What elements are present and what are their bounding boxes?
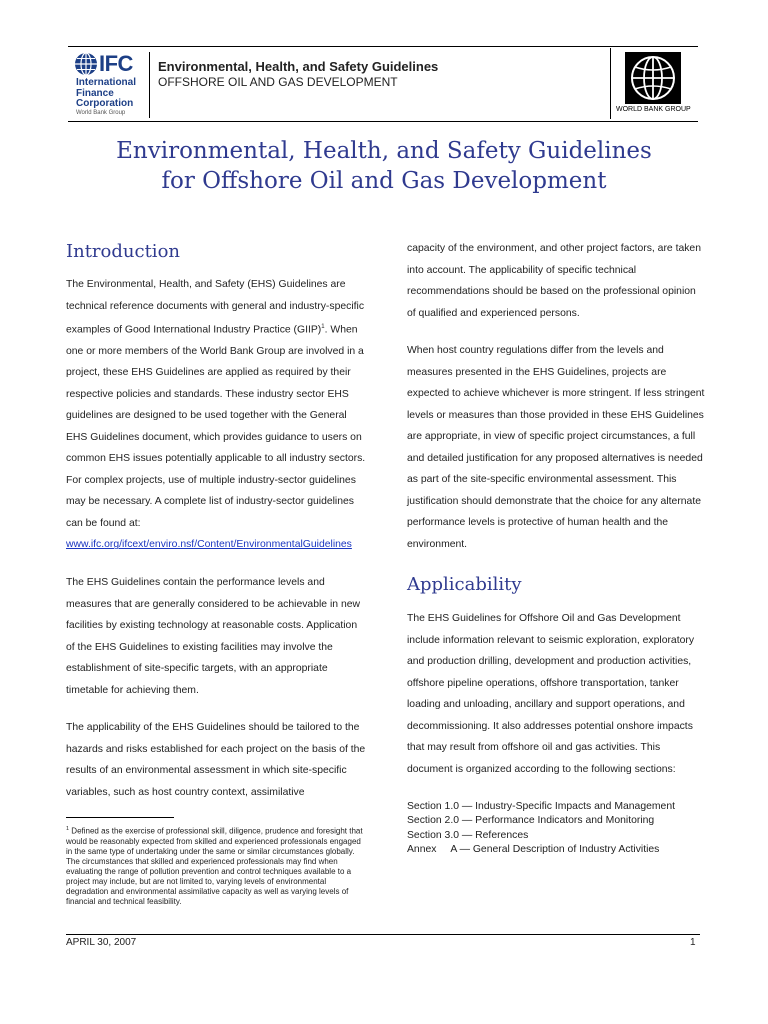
ifc-name-line: Finance: [76, 87, 114, 99]
ifc-logo: [74, 52, 146, 120]
world-bank-globe-icon: [625, 52, 681, 104]
section-list-item: Section 2.0 — Performance Indicators and Monitoring: [407, 815, 655, 827]
ifc-name-line: Corporation: [76, 98, 134, 109]
environmental-guidelines-link[interactable]: www.ifc.org/ifcext/enviro.nsf/Content/EnvironmentalGuidelines: [66, 539, 352, 551]
footnote-mark: 1: [66, 826, 70, 832]
world-bank-logo: [610, 48, 699, 119]
applicability-heading: Applicability: [407, 574, 522, 595]
introduction-paragraph-4: When host country regulations differ from the levels and measures presented in the EHS Guidelines, projects are expected to achieve whichever is more stringent. If less stringent levels or measures than those provided in these EHS Guidelines are appropriate, in view of specific project circumstances, a full and detailed justification for any proposed alternatives is needed as part of the site-specific environmental assessment. This justification should demonstrate that the choice for any alternate performance levels is protective of human health and the environment.: [407, 345, 705, 550]
footnote-text: Defined as the exercise of professional skill, diligence, prudence and foresight that would be reasonably expected from skilled and experienced professionals engaged in the same type of undertaking under the same or similar circumstances globally. The circumstances that skilled and experienced professionals may find when evaluating the range of pollution prevention and control techniques available to a project may include, but are not limited to, varying levels of environmental degradation and environmental assimilative capacity as well as varying levels of financial and technical feasibility.: [66, 826, 363, 907]
page-number: 1: [690, 937, 696, 948]
ifc-tagline: World Bank Group: [76, 110, 126, 116]
section-list-item: Section 1.0 — Industry-Specific Impacts and Management: [407, 801, 675, 812]
applicability-paragraph: The EHS Guidelines for Offshore Oil and Gas Development include information relevant to seismic exploration, exploratory and production drilling, development and production activities, offshore pipeline operations, offshore transportation, tanker loading and unloading, ancillary and support operations, and decommissioning. It also addresses potential onshore impacts that may result from offshore oil and gas activities. This document is organized according to the following sections:: [407, 613, 695, 775]
paragraph-text: The Environmental, Health, and Safety (EHS) Guidelines are technical reference documents with general and industry-specific examples of Good International Industry Practice (GIIP): [66, 279, 365, 336]
world-bank-label: WORLD BANK GROUP: [616, 106, 691, 113]
header-bottom-rule: [68, 121, 698, 122]
footer-date: APRIL 30, 2007: [66, 937, 137, 948]
header-subtitle: OFFSHORE OIL AND GAS DEVELOPMENT: [158, 75, 398, 89]
footnote-reference[interactable]: 1: [321, 324, 325, 330]
sections-list: [407, 800, 675, 858]
document-title-line: Environmental, Health, and Safety Guidelines: [116, 138, 652, 164]
globe-icon: [74, 52, 98, 76]
section-list-item: Section 3.0 — References: [407, 829, 529, 841]
ifc-full-name: [76, 78, 136, 110]
introduction-paragraph-2: The EHS Guidelines contain the performance levels and measures that are generally considered to be achievable in new facilities by existing technology at reasonable costs. Application of the EHS Guidelines to existing facilities may involve the establishment of site-specific targets, with an appropriate timetable for achieving them.: [66, 577, 361, 696]
section-list-item: Annex A — General Description of Industry Activities: [407, 844, 660, 856]
footer-rule: [66, 934, 700, 935]
header-separator: [149, 52, 150, 118]
introduction-paragraph-3-continued: capacity of the environment, and other project factors, are taken into account. The applicability of specific technical recommendations should be based on the professional opinion of qualified and experienced persons.: [407, 243, 701, 319]
paragraph-text: . When one or more members of the World Bank Group are involved in a project, these EHS Guidelines are applied as required by their respective policies and standards. These industry sector EHS guidelines are designed to be used together with the General EHS Guidelines document, which provides guidance to users on common EHS issues potentially applicable to all industry sectors. For complex projects, use of multiple industry-sector guidelines may be necessary. A complete list of industry-sector guidelines can be found at:: [66, 324, 366, 529]
ifc-letters: IFC: [99, 51, 133, 76]
header-top-rule: [68, 46, 698, 47]
ifc-name-line: International: [76, 77, 137, 88]
document-title: [0, 136, 768, 196]
header-title: Environmental, Health, and Safety Guidelines: [158, 59, 439, 74]
introduction-paragraph-1: [66, 274, 366, 556]
document-title-line: for Offshore Oil and Gas Development: [161, 168, 607, 194]
introduction-heading: Introduction: [66, 241, 180, 262]
footnote: [66, 824, 366, 907]
introduction-paragraph-3: The applicability of the EHS Guidelines should be tailored to the hazards and risks established for each project on the basis of the results of an environmental assessment in which site-specific variables, such as host country context, assimilative: [66, 722, 366, 798]
footnote-rule: [66, 817, 174, 818]
